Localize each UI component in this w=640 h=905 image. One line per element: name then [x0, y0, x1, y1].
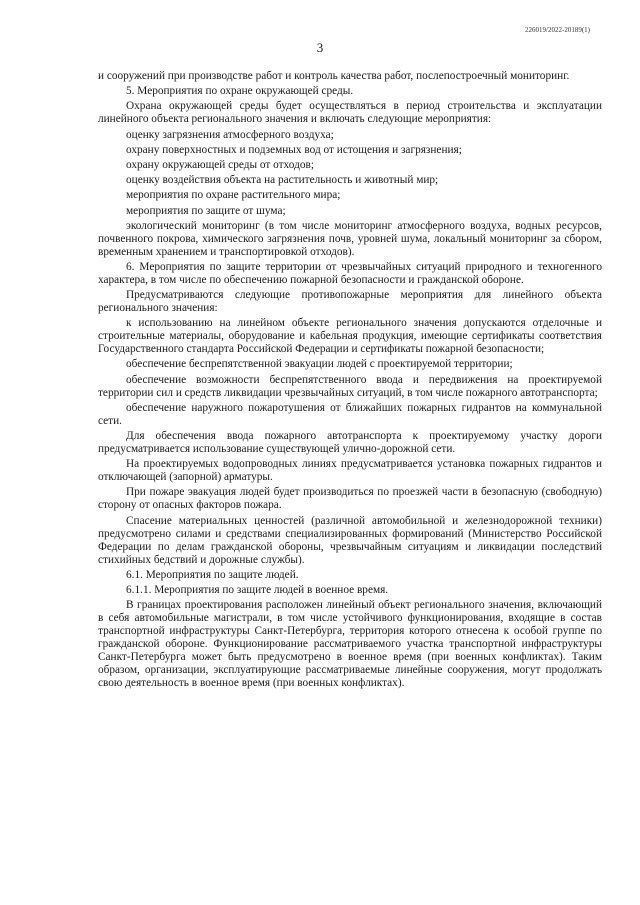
paragraph: На проектируемых водопроводных линиях предусматривается установка пожарных гидрантов и отключающей (запорной) арматуры. — [98, 458, 602, 484]
list-item: охрану окружающей среды от отходов; — [126, 158, 314, 171]
page-number: 3 — [316, 40, 324, 55]
paragraph: В границах проектирования расположен линейный объект регионального значения, включающий в себя автомобильные магистрали, в том числе устойчивого функционирования, входящие в состав транспортной инфраструктуры Санкт-Петербурга, территория которого отнесена к особой группе по гражданской обороне. Функционирование рассматриваемого участка транспортной инфраструктуры Санкт-Петербурга может быть предусмотрено в военное время (при военных конфликтах). Таким образом, организации, эксплуатирующие рассматриваемые линейные сооружения, могут продолжать свою деятельность в военное время (при военных конфликтах). — [98, 599, 602, 690]
paragraph: Охрана окружающей среды будет осуществляться в период строительства и эксплуатации линейного объекта регионального значения и включать следующие мероприятия: — [98, 100, 602, 126]
section-heading-5: 5. Мероприятия по охране окружающей среды. — [126, 85, 354, 98]
paragraph: Предусматриваются следующие противопожарные мероприятия для линейного объекта регионального значения: — [98, 289, 602, 315]
document-body — [98, 70, 602, 692]
paragraph: и сооружений при производстве работ и контроль качества работ, послепостроечный мониторинг. — [98, 70, 570, 82]
paragraph: Спасение материальных ценностей (различной автомобильной и железнодорожной техники) предусмотрено силами и средствами специализированных формирований (Министерство Российской Федерации по делам гражданской обороны, чрезвычайным ситуациям и ликвидации последствий стихийных бедствий и дорожные службы). — [98, 514, 602, 566]
paragraph: Для обеспечения ввода пожарного автотранспорта к проектируемому участку дороги предусматривается использование существующей улично-дорожной сети. — [98, 430, 602, 455]
list-item: оценку воздействия объекта на растительность и животный мир; — [126, 174, 439, 187]
list-item: обеспечение беспрепятственной эвакуации людей с проектируемой территории; — [126, 358, 513, 371]
list-item: мероприятия по защите от шума; — [126, 204, 286, 217]
section-heading-6: 6. Мероприятия по защите территории от чрезвычайных ситуаций природного и техногенного характера, в том числе по обеспечению пожарной безопасности и гражданской обороне. — [98, 260, 602, 286]
list-item: экологический мониторинг (в том числе мониторинг атмосферного воздуха, водных ресурсов, почвенного покрова, химического загрязнения почв, уровней шума, локальный мониторинг за сбором, временным хранением и транспортировкой отходов). — [98, 219, 602, 258]
list-item: к использованию на линейном объекте регионального значения допускаются отделочные и строительные материалы, оборудование и кабельная продукция, имеющие сертификаты соответствия Государственного стандарта Российской Федерации и сертификаты пожарной безопасности; — [98, 317, 602, 356]
section-heading-6-1-1: 6.1.1. Мероприятия по защите людей в военное время. — [126, 583, 389, 596]
list-item: оценку загрязнения атмосферного воздуха; — [126, 128, 334, 141]
list-item: обеспечение возможности беспрепятственного ввода и передвижения на проектируемой территории сил и средств ликвидации чрезвычайных ситуаций, в том числе пожарного автотранспорта; — [98, 373, 602, 399]
list-item: мероприятия по охране растительного мира; — [126, 189, 341, 202]
paragraph: При пожаре эвакуация людей будет производиться по проезжей части в безопасную (свободную) сторону от опасных факторов пожара. — [98, 486, 602, 512]
section-heading-6-1: 6.1. Мероприятия по защите людей. — [126, 568, 299, 581]
list-item: охрану поверхностных и подземных вод от истощения и загрязнения; — [126, 143, 462, 156]
document-number: 226019/2022-20189(1) — [525, 26, 590, 34]
list-item: обеспечение наружного пожаротушения от ближайших пожарных гидрантов на коммунальной сети. — [98, 401, 602, 427]
